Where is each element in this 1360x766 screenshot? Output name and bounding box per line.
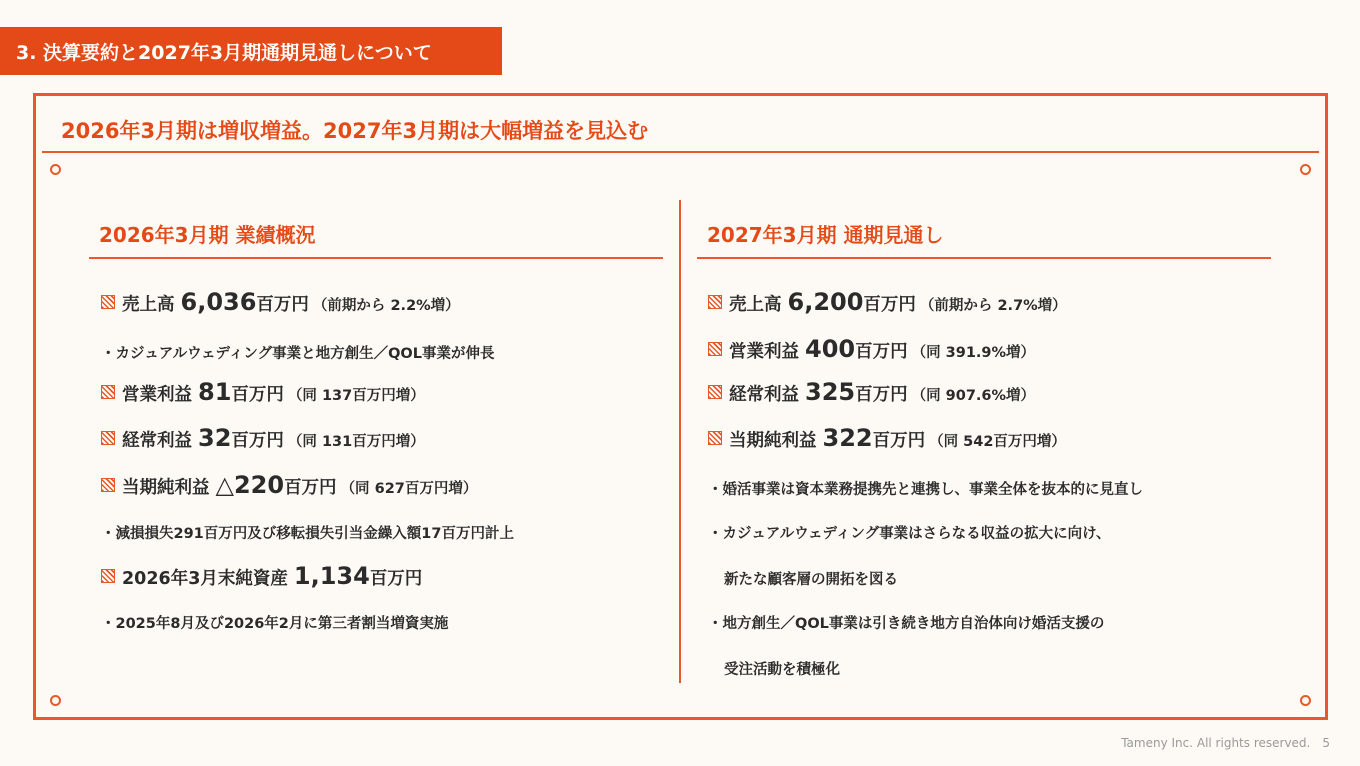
left-column-divider bbox=[89, 257, 663, 259]
metric-value: 322 bbox=[822, 424, 873, 452]
metric-value: 1,134 bbox=[293, 562, 370, 590]
hatched-bullet-icon bbox=[708, 385, 722, 399]
left-assets-row bbox=[101, 562, 422, 590]
hatched-bullet-icon bbox=[708, 295, 722, 309]
column-divider bbox=[679, 200, 681, 683]
corner-dot-top-left bbox=[50, 164, 61, 175]
right-note-3a: ・地方創生／QOL事業は引き続き地方自治体向け婚活支援の bbox=[708, 616, 1105, 632]
left-net-note: ・減損損失291百万円及び移転損失引当金繰入額17百万円計上 bbox=[101, 526, 514, 542]
metric-label: 営業利益 bbox=[729, 342, 799, 362]
right-note-3b: 受注活動を積極化 bbox=[724, 662, 840, 678]
right-net-row bbox=[708, 424, 1066, 452]
hatched-bullet-icon bbox=[708, 342, 722, 356]
hatched-bullet-icon bbox=[101, 478, 115, 492]
hatched-bullet-icon bbox=[101, 431, 115, 445]
metric-change: （同 542百万円増） bbox=[929, 434, 1066, 450]
hatched-bullet-icon bbox=[101, 569, 115, 583]
metric-label: 当期純利益 bbox=[122, 478, 210, 498]
metric-value: 325 bbox=[805, 378, 856, 406]
right-sales-row bbox=[708, 288, 1067, 316]
metric-label: 当期純利益 bbox=[729, 431, 817, 451]
metric-value: 400 bbox=[805, 335, 856, 363]
metric-unit: 百万円 bbox=[256, 295, 309, 315]
metric-value: 32 bbox=[198, 424, 232, 452]
metric-value: 6,200 bbox=[787, 288, 864, 316]
right-op-row bbox=[708, 335, 1035, 363]
corner-dot-bottom-left bbox=[50, 695, 61, 706]
page-number: 5 bbox=[1322, 736, 1330, 750]
right-column-divider bbox=[697, 257, 1271, 259]
left-sales-row bbox=[101, 288, 460, 316]
metric-label: 営業利益 bbox=[122, 385, 192, 405]
left-net-row bbox=[101, 471, 477, 499]
hatched-bullet-icon bbox=[708, 431, 722, 445]
metric-value: △220 bbox=[215, 471, 285, 499]
left-op-row bbox=[101, 378, 425, 406]
metric-unit: 百万円 bbox=[284, 478, 337, 498]
metric-unit: 百万円 bbox=[863, 295, 916, 315]
copyright-text: Tameny Inc. All rights reserved. bbox=[1121, 736, 1311, 750]
right-note-2b: 新たな顧客層の開拓を図る bbox=[724, 572, 898, 588]
right-ord-row bbox=[708, 378, 1035, 406]
left-assets-note: ・2025年8月及び2026年2月に第三者割当増資実施 bbox=[101, 616, 449, 632]
metric-change: （前期から 2.2%増） bbox=[312, 298, 460, 314]
metric-label: 経常利益 bbox=[729, 385, 799, 405]
metric-unit: 百万円 bbox=[855, 385, 908, 405]
metric-change: （前期から 2.7%増） bbox=[919, 298, 1067, 314]
metric-unit: 百万円 bbox=[872, 431, 926, 451]
metric-change: （同 627百万円増） bbox=[340, 481, 478, 497]
metric-label: 2026年3月末純資産 bbox=[122, 569, 288, 589]
metric-unit: 百万円 bbox=[231, 385, 284, 405]
right-note-1: ・婚活事業は資本業務提携先と連携し、事業全体を抜本的に見直し bbox=[708, 482, 1143, 498]
metric-label: 売上高 bbox=[122, 295, 175, 315]
left-column-title: 2026年3月期 業績概況 bbox=[99, 223, 316, 247]
metric-unit: 百万円 bbox=[369, 569, 423, 589]
headline-divider bbox=[42, 151, 1319, 153]
left-sales-note: ・カジュアルウェディング事業と地方創生／QOL事業が伸長 bbox=[101, 346, 495, 362]
metric-change: （同 131百万円増） bbox=[287, 434, 425, 450]
metric-change: （同 137百万円増） bbox=[287, 388, 425, 404]
metric-unit: 百万円 bbox=[231, 431, 284, 451]
right-note-2a: ・カジュアルウェディング事業はさらなる収益の拡大に向け、 bbox=[708, 526, 1111, 542]
headline: 2026年3月期は増収増益。2027年3月期は大幅増益を見込む bbox=[61, 119, 649, 143]
metric-value: 6,036 bbox=[180, 288, 257, 316]
metric-label: 経常利益 bbox=[122, 431, 192, 451]
metric-change: （同 391.9%増） bbox=[911, 345, 1036, 361]
metric-label: 売上高 bbox=[729, 295, 782, 315]
hatched-bullet-icon bbox=[101, 385, 115, 399]
corner-dot-bottom-right bbox=[1300, 695, 1311, 706]
corner-dot-top-right bbox=[1300, 164, 1311, 175]
section-tab: 3. 決算要約と2027年3月期通期見通しについて bbox=[0, 27, 502, 75]
hatched-bullet-icon bbox=[101, 295, 115, 309]
right-column-title: 2027年3月期 通期見通し bbox=[707, 223, 944, 247]
metric-value: 81 bbox=[198, 378, 232, 406]
left-ord-row bbox=[101, 424, 425, 452]
metric-change: （同 907.6%増） bbox=[911, 388, 1036, 404]
footer bbox=[1121, 736, 1330, 750]
metric-unit: 百万円 bbox=[855, 342, 908, 362]
